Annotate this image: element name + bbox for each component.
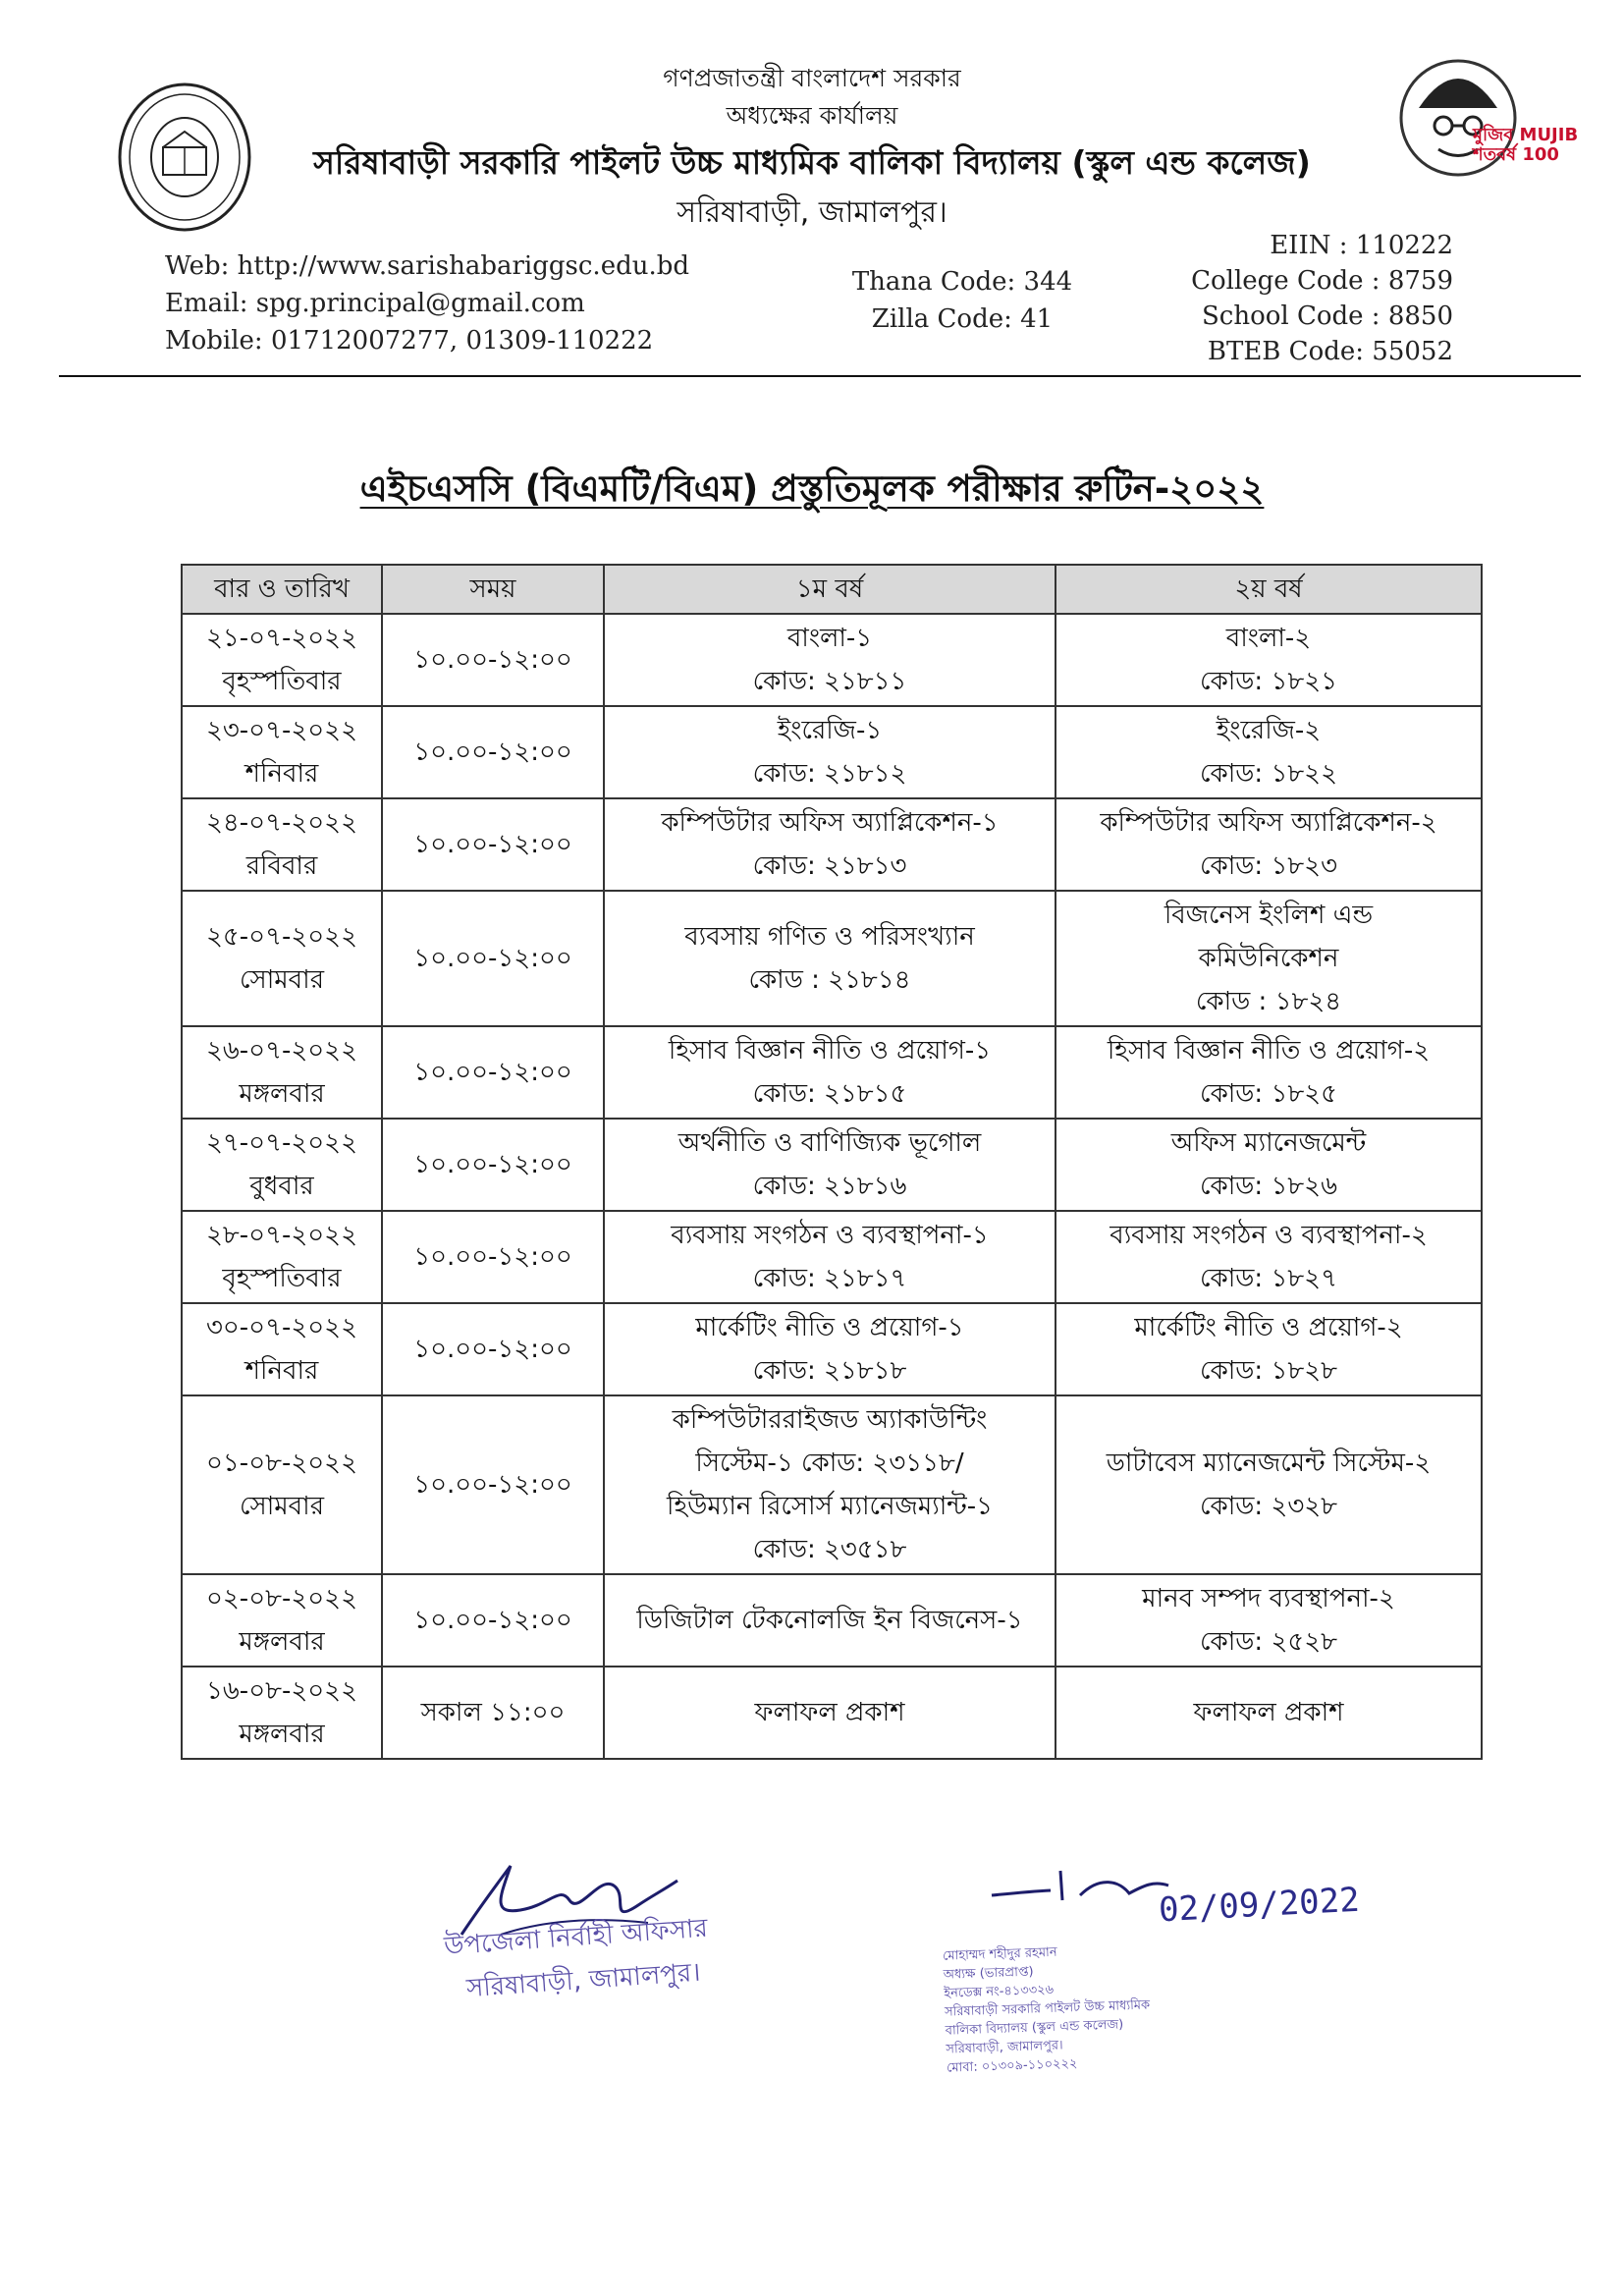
date-cell [182,706,382,798]
table-row [182,798,1482,891]
table-row [182,1303,1482,1395]
second-year-cell [1056,706,1482,798]
time-cell: ১০.০০-১২:০০ [382,706,604,798]
subject-line: কোড: ১৮২৬ [1200,1172,1337,1201]
subject-line: সিস্টেম-১ কোড: ২৩১১৮/ [695,1449,964,1478]
exam-day: বুধবার [249,1172,314,1201]
time-cell: ১০.০০-১২:০০ [382,1026,604,1119]
subject-line: কোড: ২১৮১২ [752,759,907,789]
subject-line: কোড: ২৩৫১৮ [752,1535,907,1564]
table-row [182,1667,1482,1759]
time-cell: ১০.০০-১২:০০ [382,891,604,1026]
subject-line: কোড: ২১৮১৭ [752,1264,907,1293]
exam-date: ২৭-০৭-২০২২ [205,1128,357,1158]
exam-day: শনিবার [244,759,319,789]
date-cell [182,891,382,1026]
date-cell [182,1026,382,1119]
subject-line: হিসাব বিজ্ঞান নীতি ও প্রয়োগ-২ [1107,1036,1431,1066]
second-year-cell [1056,1395,1482,1574]
header-date: বার ও তারিখ [182,565,382,614]
second-year-cell [1056,1303,1482,1395]
exam-day: মঙ্গলবার [239,1720,325,1749]
subject-line: কোড : ২১৮১৪ [748,965,911,995]
subject-line: হিসাব বিজ্ঞান নীতি ও প্রয়োগ-১ [668,1036,992,1066]
stamp-line: অধ্যক্ষ (ভারপ্রাপ্ত) [943,1964,1034,1983]
stamp-line: সরিষাবাড়ী সরকারি পাইলট উচ্চ মাধ্যমিক [944,1997,1151,2020]
mujib-logo-text: মুজিব MUJIB শতবর্ষ 100 [1473,125,1579,165]
subject-line: কোড : ১৮২৪ [1195,987,1342,1016]
exam-date: ১৬-০৮-২০২২ [206,1676,357,1706]
subject-line: কোড: ১৮২১ [1200,667,1337,696]
exam-day: সোমবার [239,965,324,995]
subject-line: অর্থনীতি ও বাণিজ্যিক ভূগোল [677,1128,982,1158]
subject-line: অফিস ম্যানেজমেন্ট [1170,1128,1367,1158]
stamp-line: ইনডেক্স নং-৪১৩৩২৬ [944,1982,1055,2001]
exam-date: ০১-০৮-২০২২ [206,1449,357,1478]
first-year-cell [604,1211,1056,1303]
exam-date: ০২-০৮-২০২২ [206,1584,357,1613]
second-year-cell [1056,1574,1482,1667]
subject-line: ইংরেজি-২ [1216,716,1322,745]
exam-date: ২৮-০৭-২০২২ [206,1221,357,1250]
exam-routine-table [181,564,1483,1760]
subject-line: কমিউনিকেশন [1198,944,1339,973]
subject-line: ব্যবসায় সংগঠন ও ব্যবস্থাপনা-২ [1110,1221,1428,1250]
subject-line: কম্পিউটার অফিস অ্যাপ্লিকেশন-১ [661,808,999,838]
exam-day: রবিবার [245,851,318,881]
subject-line: কম্পিউটাররাইজড অ্যাকাউন্টিং [672,1405,988,1435]
subject-line: কোড: ১৮২২ [1200,759,1337,789]
subject-line: কোড: ১৮২৭ [1200,1264,1337,1293]
exam-date: ২৪-০৭-২০২২ [206,808,357,838]
subject-line: কোড: ২১৮১১ [752,667,907,696]
signature-date: 02/09/2022 [1158,1880,1361,1931]
table-row [182,706,1482,798]
header-divider [59,375,1581,377]
second-year-cell [1056,1026,1482,1119]
school-code: School Code : 8850 [1201,301,1453,331]
page-title-text: এইচএসসি (বিএমটি/বিএম) প্রস্তুতিমূলক পরীক্ষার রুটিন-২০২২ [359,467,1265,510]
exam-day: বৃহস্পতিবার [222,667,342,696]
time-cell: ১০.০০-১২:০০ [382,1574,604,1667]
first-year-cell [604,891,1056,1026]
zilla-code: Zilla Code: 41 [871,304,1054,334]
header-first-year: ১ম বর্ষ [604,565,1056,614]
subject-line: বাংলা-১ [786,624,873,653]
subject-line: কোড: ২১৮১৬ [752,1172,907,1201]
header-second-year: ২য় বর্ষ [1056,565,1482,614]
table-row [182,1574,1482,1667]
table-row [182,614,1482,706]
subject-line: ডিজিটাল টেকনোলজি ইন বিজনেস-১ [636,1606,1023,1635]
upazila-officer-title: উপজেলা নির্বাহী অফিসার [443,1913,709,1962]
exam-date: ২৫-০৭-২০২২ [206,922,357,952]
time-cell: ১০.০০-১২:০০ [382,1211,604,1303]
subject-line: বাংলা-২ [1225,624,1312,653]
bteb-code: BTEB Code: 55052 [1207,337,1453,366]
first-year-cell [604,706,1056,798]
date-cell [182,1395,382,1574]
exam-day: বৃহস্পতিবার [222,1264,342,1293]
first-year-cell [604,1395,1056,1574]
exam-day: মঙ্গলবার [239,1627,325,1657]
web-address: Web: http://www.sarishabariggsc.edu.bd [165,251,690,281]
subject-line: কোড: ১৮২৫ [1200,1079,1337,1109]
subject-line: কোড: ২১৮১৫ [752,1079,907,1109]
area-codes [785,263,1139,338]
subject-line: কোড: ২১৮১৩ [752,851,907,881]
exam-day: সোমবার [239,1492,324,1521]
school-location: সরিষাবাড়ী, জামালপুর। [677,195,947,230]
exam-date: ৩০-০৭-২০২২ [205,1313,357,1342]
government-heading: গণপ্রজাতন্ত্রী বাংলাদেশ সরকার [663,64,961,92]
exam-date: ২৬-০৭-২০২২ [205,1036,357,1066]
page-title [0,460,1624,521]
table-row [182,1119,1482,1211]
exam-date: ২১-০৭-২০২২ [206,624,357,653]
subject-line: কোড: ২৫২৮ [1200,1627,1337,1657]
table-row [182,891,1482,1026]
subject-line: ডাটাবেস ম্যানেজমেন্ট সিস্টেম-২ [1106,1449,1432,1478]
exam-date: ২৩-০৭-২০২২ [205,716,357,745]
subject-line: কোড: ১৮২৮ [1200,1356,1337,1386]
subject-line: মার্কেটিং নীতি ও প্রয়োগ-১ [695,1313,964,1342]
subject-line: মানব সম্পদ ব্যবস্থাপনা-২ [1142,1584,1395,1613]
stamp-line: সরিষাবাড়ী, জামালপুর। [946,2038,1063,2057]
time-cell: ১০.০০-১২:০০ [382,1119,604,1211]
table-row [182,1395,1482,1574]
date-cell [182,1119,382,1211]
thana-code: Thana Code: 344 [851,267,1073,297]
time-cell: ১০.০০-১২:০০ [382,798,604,891]
second-year-cell [1056,798,1482,891]
subject-line: কোড: ২৩২৮ [1199,1492,1338,1521]
subject-line: বিজনেস ইংলিশ এন্ড [1164,901,1374,930]
second-year-cell [1056,614,1482,706]
subject-line: কোড: ১৮২৩ [1200,851,1337,881]
principal-stamp [942,1942,1210,2090]
first-year-cell [604,1303,1056,1395]
mobile-numbers: Mobile: 01712007277, 01309-110222 [165,326,654,355]
office-heading: অধ্যক্ষের কার্যালয় [726,101,898,130]
stamp-text [943,1938,1212,2077]
second-year-cell [1056,1667,1482,1759]
first-year-cell [604,1026,1056,1119]
stamp-line: বালিকা বিদ্যালয় (স্কুল এন্ড কলেজ) [945,2017,1124,2039]
subject-line: ফলাফল প্রকাশ [754,1698,905,1727]
subject-line: কম্পিউটার অফিস অ্যাপ্লিকেশন-২ [1100,808,1437,838]
first-year-cell [604,1119,1056,1211]
subject-line: ব্যবসায় সংগঠন ও ব্যবস্থাপনা-১ [671,1221,989,1250]
subject-line: কোড: ২১৮১৮ [752,1356,907,1386]
institution-codes [1119,228,1453,369]
date-cell [182,1667,382,1759]
table-body [182,614,1482,1759]
exam-day: মঙ্গলবার [239,1079,325,1109]
subject-line: মার্কেটিং নীতি ও প্রয়োগ-২ [1134,1313,1403,1342]
stamp-line: মোবা: ০১৩০৯-১১০২২২ [946,2056,1078,2076]
time-cell: ১০.০০-১২:০০ [382,1395,604,1574]
contact-block [165,247,689,359]
first-year-cell [604,798,1056,891]
time-cell: সকাল ১১:০০ [382,1667,604,1759]
school-name: সরিষাবাড়ী সরকারি পাইলট উচ্চ মাধ্যমিক বালিকা বিদ্যালয় (স্কুল এন্ড কলেজ) [313,143,1311,182]
exam-day: শনিবার [244,1356,319,1386]
upazila-officer-location: সরিষাবাড়ী, জামালপুর। [465,1957,702,2004]
table-header-row [182,565,1482,614]
time-cell: ১০.০০-১২:০০ [382,1303,604,1395]
second-year-cell [1056,1211,1482,1303]
time-cell: ১০.০০-১২:০০ [382,614,604,706]
first-year-cell [604,1574,1056,1667]
table-row [182,1211,1482,1303]
second-year-cell [1056,1119,1482,1211]
subject-line: ফলাফল প্রকাশ [1193,1698,1344,1727]
eiin-code: EIIN : 110222 [1270,231,1453,260]
college-code: College Code : 8759 [1191,266,1453,296]
date-cell [182,1574,382,1667]
second-year-cell [1056,891,1482,1026]
header-time: সময় [382,565,604,614]
subject-line: ইংরেজি-১ [777,716,883,745]
date-cell [182,1211,382,1303]
email-address: Email: spg.principal@gmail.com [165,289,585,318]
subject-line: ব্যবসায় গণিত ও পরিসংখ্যান [684,922,975,952]
stamp-line: মোহাম্মদ শহীদুর রহমান [942,1944,1057,1964]
date-cell [182,1303,382,1395]
table-row [182,1026,1482,1119]
first-year-cell [604,1667,1056,1759]
date-cell [182,614,382,706]
first-year-cell [604,614,1056,706]
subject-line: হিউম্যান রিসোর্স ম্যানেজম্যান্ট-১ [667,1492,993,1521]
date-cell [182,798,382,891]
